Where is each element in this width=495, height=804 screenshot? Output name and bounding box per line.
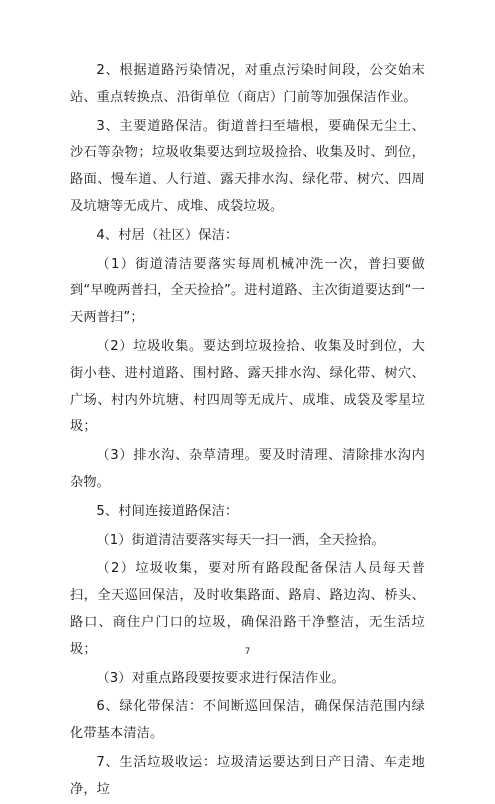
paragraph-village-street-cleaning: （1）街道清洁要落实每周机械冲洗一次，普扫要做到“早晚两普扫，全天捡拾”。进村道路、主次街道要达到“一天两普扫”； [70,256,425,326]
paragraph-item-3-main-road: 3、主要道路保洁。街道普扫至墙根，要确保无尘土、沙石等杂物；垃圾收集要达到垃圾捡拾、收集及时、到位，路面、慢车道、人行道、露天排水沟、绿化带、树穴、四周及坑塘等无成片、成堆、成袋垃圾。 [70,118,425,214]
paragraph-greenbelt-cleaning: 6、绿化带保洁：不间断巡回保洁，确保保洁范围内绿化带基本清洁。 [70,699,425,742]
section-heading-connecting-roads: 5、村间连接道路保洁： [96,503,239,519]
page-number: 7 [244,647,251,657]
paragraph-village-garbage-collection: （2）垃圾收集。要达到垃圾捡拾、收集及时到位，大街小巷、进村道路、围村路、露天排水沟、绿化带、树穴、广场、村内外坑塘、村四周等无成片、成堆、成袋及零星垃圾； [70,338,425,435]
paragraph-road-street-cleaning: （1）街道清洁要落实每天一扫一洒，全天捡拾。 [96,532,386,548]
paragraph-village-drainage: （3）排水沟、杂草清理。要及时清理、清除排水沟内杂物。 [70,448,425,490]
paragraph-road-key-sections: （3）对重点路段要按要求进行保洁作业。 [96,670,346,686]
paragraph-household-garbage: 7、生活垃圾收运：垃圾清运要达到日产日清、车走地净，垃 [70,754,425,797]
section-heading-village: 4、村居（社区）保洁： [96,227,239,243]
paragraph-road-garbage-collection: （2）垃圾收集，要对所有路段配备保洁人员每天普扫，全天巡回保洁，及时收集路面、路肩、路边沟、桥头、路口、商住户门口的垃圾，确保沿路干净整洁，无生活垃圾； [70,561,425,657]
paragraph-item-2: 2、根据道路污染情况，对重点污染时间段，公交始末站、重点转换点、沿街单位（商店）门前等加强保洁作业。 [70,63,425,105]
